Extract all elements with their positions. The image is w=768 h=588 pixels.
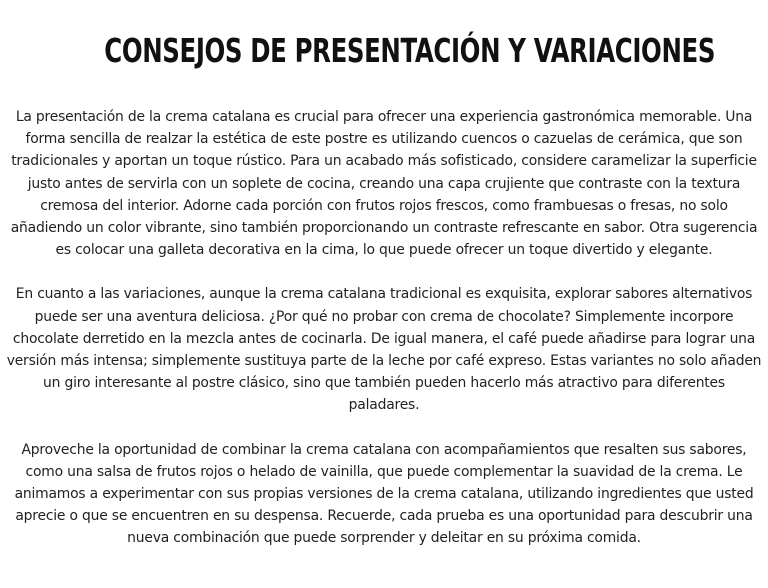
paragraph-variations: En cuanto a las variaciones, aunque la crema catalana tradicional es exquisita, explorar sabores alternativos puede ser una aventura deliciosa. ¿Por qué no probar con crema de chocolate? Simplemente incorpore chocolate derretido en la mezcla antes de cocinarla. De igual manera, el café puede añadirse para lograr una versión más intensa; simplemente sustituya parte de la leche por café expreso. Estas variantes no solo añaden un giro interesante al postre clásico, sino que también pueden hacerlo más atractivo para diferentes paladares.	[6, 286, 762, 414]
page-title: CONSEJOS DE PRESENTACIÓN Y VARIACIONES	[104, 31, 716, 70]
paragraph-pairings: Aproveche la oportunidad de combinar la crema catalana con acompañamientos que resalten sus sabores, como una salsa de frutos rojos o helado de vainilla, que puede complementar la suavidad de la crema. Le animamos a experimentar con sus propias versiones de la crema catalana, utilizando ingredientes que usted aprecie o que se encuentren en su despensa. Recuerde, cada prueba es una oportunidad para descubrir una nueva combinación que puede sorprender y deleitar en su próxima comida.	[14, 441, 754, 547]
paragraph-presentation: La presentación de la crema catalana es crucial para ofrecer una experiencia gastronómica memorable. Una forma sencilla de realzar la estética de este postre es utilizando cuencos o cazuelas de cerámica, que son tradicionales y aportan un toque rústico. Para un acabado más sofisticado, considere caramelizar la superficie justo antes de servirla con un soplete de cocina, creando una capa crujiente que contraste con la textura cremosa del interior. Adorne cada porción con frutos rojos frescos, como frambuesas o fresas, no solo añadiendo un color vibrante, sino también proporcionando un contraste refrescante en sabor. Otra sugerencia es colocar una galleta decorativa en la cima, lo que puede ofrecer un toque divertido y elegante.	[10, 109, 758, 259]
article-body	[6, 106, 762, 550]
